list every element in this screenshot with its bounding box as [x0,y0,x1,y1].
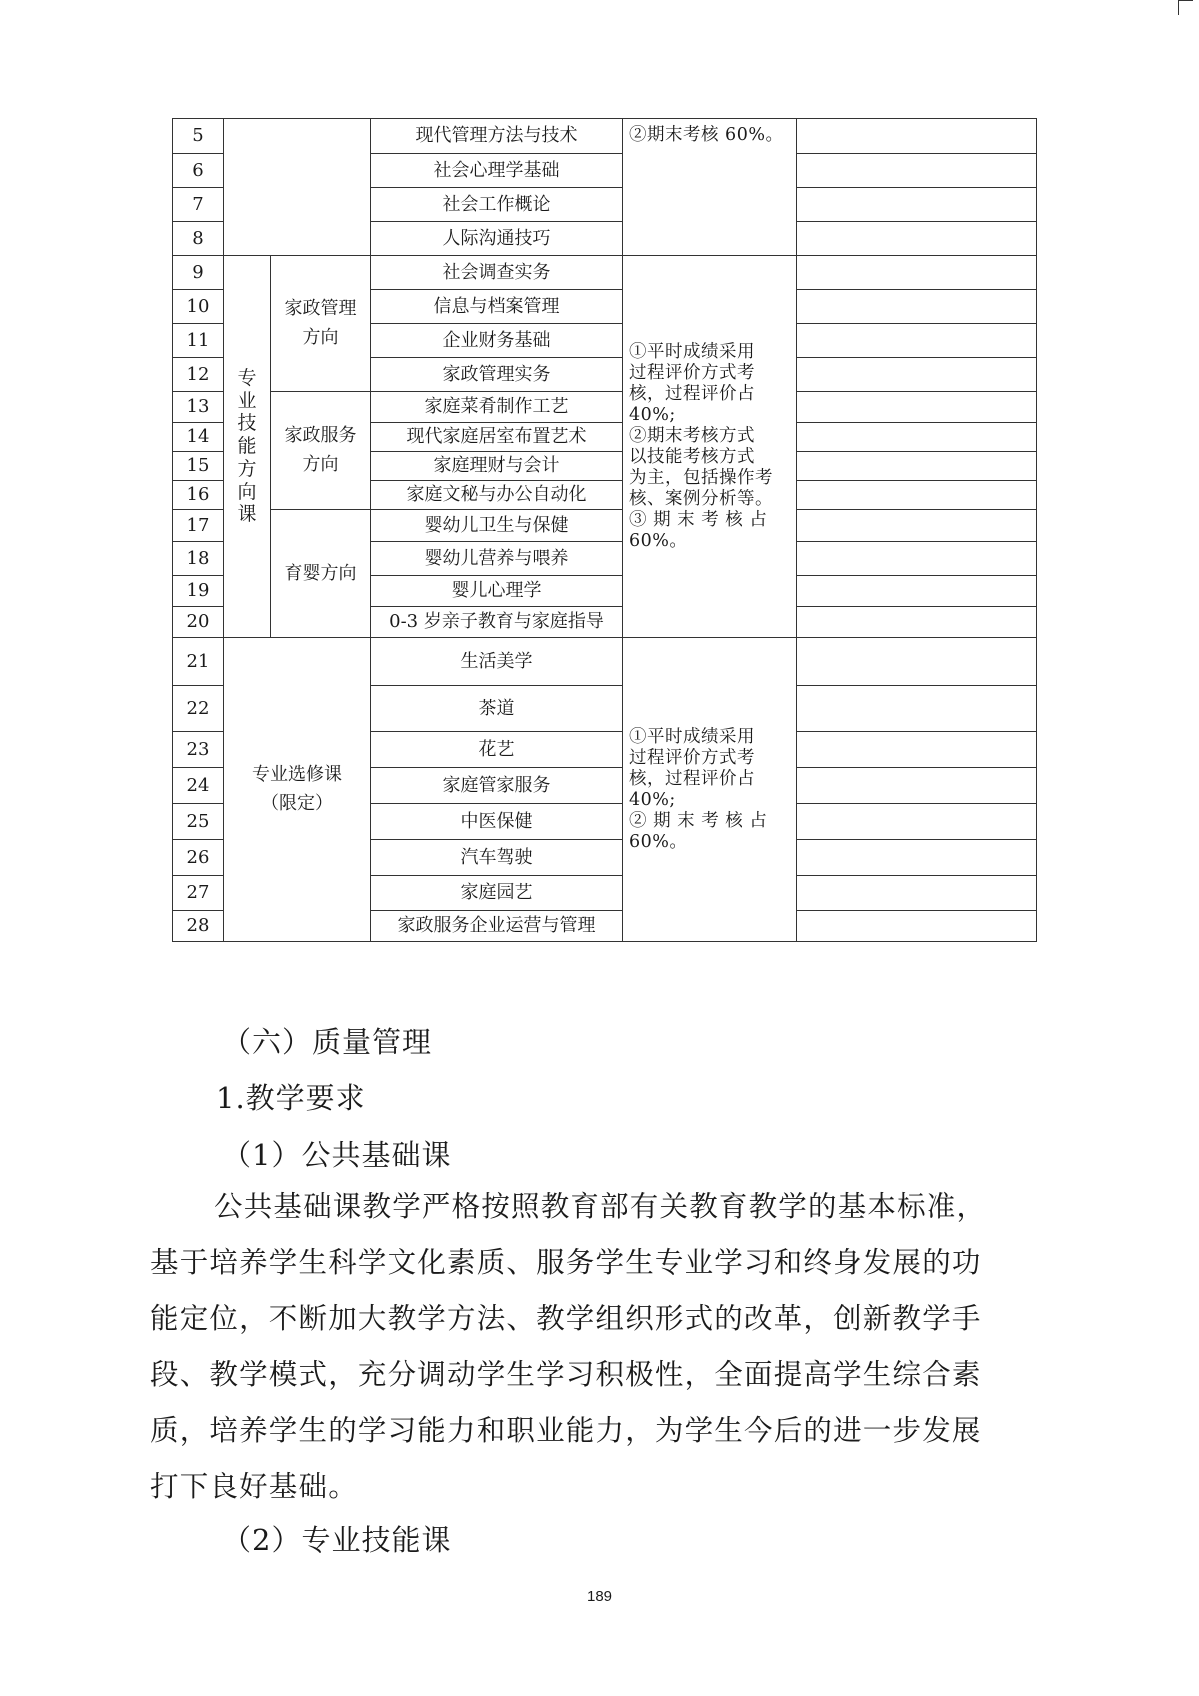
direction-cell [271,510,371,638]
table-row [173,119,1037,154]
paragraph-public-courses [150,1179,1065,1515]
remark-cell [797,423,1037,452]
crop-mark [1178,0,1193,15]
row-number: 26 [173,840,224,876]
course-name: 社会调查实务 [371,256,623,290]
category-label: 专业选修课（限定） [252,763,342,814]
paragraph-line: 段、教学模式，充分调动学生学习积极性，全面提高学生综合素 [150,1358,982,1391]
direction-label: 家政管理方向 [284,297,357,348]
remark-cell [797,911,1037,942]
remark-cell [797,358,1037,392]
row-number: 9 [173,256,224,290]
row-number: 10 [173,290,224,324]
remark-cell [797,576,1037,607]
table-row [173,256,1037,290]
course-name: 生活美学 [371,638,623,686]
table-row [173,510,1037,542]
direction-label: 育婴方向 [284,562,357,584]
sub-title-skill-courses: （2）专业技能课 [222,1523,452,1557]
remark-cell [797,290,1037,324]
category-cell-empty [224,119,371,256]
assessment-cell: ①平时成绩采用 过程评价方式考 核，过程评价占 40%; ② 期 末 考 核 占 60%。 [623,638,797,942]
course-name: 家庭园艺 [371,876,623,911]
remark-cell [797,222,1037,256]
course-name: 人际沟通技巧 [371,222,623,256]
direction-label: 家政服务方向 [284,424,357,475]
row-number: 16 [173,481,224,510]
remark-cell [797,840,1037,876]
table-row [173,392,1037,423]
remark-cell [797,452,1037,481]
row-number: 20 [173,607,224,638]
row-number: 14 [173,423,224,452]
sub-title-teaching-requirements: 1.教学要求 [216,1081,366,1115]
course-name: 婴儿心理学 [371,576,623,607]
row-number: 8 [173,222,224,256]
remark-cell [797,638,1037,686]
course-name: 家庭菜肴制作工艺 [371,392,623,423]
row-number: 6 [173,154,224,188]
paragraph-line: 打下良好基础。 [150,1470,358,1503]
row-number: 25 [173,804,224,840]
course-name: 信息与档案管理 [371,290,623,324]
paragraph-line: 公共基础课教学严格按照教育部有关教育教学的基本标准， [214,1190,987,1223]
remark-cell [797,119,1037,154]
remark-cell [797,686,1037,732]
remark-cell [797,768,1037,804]
course-name: 汽车驾驶 [371,840,623,876]
page-number: 189 [586,1588,613,1605]
course-name: 茶道 [371,686,623,732]
course-name: 社会工作概论 [371,188,623,222]
course-name: 现代家庭居室布置艺术 [371,423,623,452]
course-name: 花艺 [371,732,623,768]
category-elective [224,638,371,942]
remark-cell [797,154,1037,188]
assessment-cell: ②期末考核 60%。 [623,119,797,256]
course-name: 婴幼儿卫生与保健 [371,510,623,542]
direction-cell [271,392,371,510]
section-title: （六）质量管理 [222,1025,433,1059]
course-name: 家庭管家服务 [371,768,623,804]
sub-title-public-courses: （1）公共基础课 [222,1138,452,1172]
course-name: 企业财务基础 [371,324,623,358]
remark-cell [797,188,1037,222]
paragraph-line: 基于培养学生科学文化素质、服务学生专业学习和终身发展的功 [150,1246,982,1279]
paragraph-line: 能定位，不断加大教学方法、教学组织形式的改革，创新教学手 [150,1302,982,1335]
category-skill-direction [224,256,271,638]
row-number: 17 [173,510,224,542]
row-number: 15 [173,452,224,481]
course-name: 家政服务企业运营与管理 [371,911,623,942]
row-number: 19 [173,576,224,607]
row-number: 5 [173,119,224,154]
row-number: 21 [173,638,224,686]
direction-cell [271,256,371,392]
remark-cell [797,607,1037,638]
course-table [172,118,1037,942]
remark-cell [797,256,1037,290]
course-name: 社会心理学基础 [371,154,623,188]
course-name: 家庭文秘与办公自动化 [371,481,623,510]
course-name: 婴幼儿营养与喂养 [371,542,623,576]
assessment-cell: ①平时成绩采用 过程评价方式考 核，过程评价占 40%; ②期末考核方式 以技能考核方式 为主，包括操作考 核、案例分析等。 ③ 期 末 考 核 占 60%。 [623,256,797,638]
row-number: 18 [173,542,224,576]
course-name: 现代管理方法与技术 [371,119,623,154]
row-number: 11 [173,324,224,358]
row-number: 22 [173,686,224,732]
paragraph-line: 质，培养学生的学习能力和职业能力，为学生今后的进一步发展 [150,1414,982,1447]
table-row [173,638,1037,686]
row-number: 27 [173,876,224,911]
remark-cell [797,392,1037,423]
course-name: 家庭理财与会计 [371,452,623,481]
course-name: 家政管理实务 [371,358,623,392]
row-number: 12 [173,358,224,392]
row-number: 7 [173,188,224,222]
row-number: 23 [173,732,224,768]
remark-cell [797,804,1037,840]
course-name: 中医保健 [371,804,623,840]
row-number: 13 [173,392,224,423]
category-label: 专业技能方向课 [237,366,257,526]
remark-cell [797,324,1037,358]
row-number: 28 [173,911,224,942]
remark-cell [797,542,1037,576]
remark-cell [797,876,1037,911]
remark-cell [797,481,1037,510]
course-name: 0-3 岁亲子教育与家庭指导 [371,607,623,638]
row-number: 24 [173,768,224,804]
remark-cell [797,510,1037,542]
remark-cell [797,732,1037,768]
